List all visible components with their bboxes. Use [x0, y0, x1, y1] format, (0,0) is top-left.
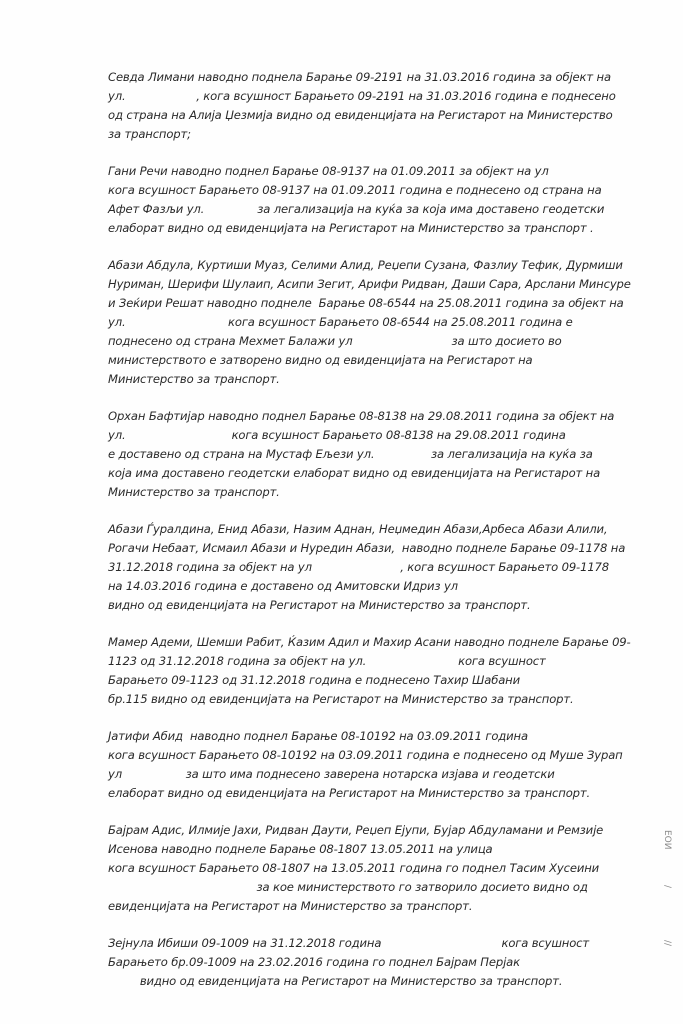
text-line: кога всушност Барањето 08-10192 на 03.09.2011 година е поднесено од Муше Зурап [108, 748, 623, 762]
paragraph [108, 727, 623, 803]
text-line: Абази Ѓуралдина, Енид Абази, Назим Аднан, Неџмедин Абази,Арбеса Абази Алили, [108, 522, 608, 536]
text-line: ул за што има поднесено заверена нотарска изјава и геодетски [108, 767, 555, 781]
document-body [108, 68, 631, 1009]
text-line: Абази Абдула, Куртиши Муаз, Селими Алид, Реџепи Сузана, Фазлиу Тефик, Дурмиши [108, 258, 623, 272]
text-line: Зејнула Ибиши 09-1009 на 31.12.2018 година кога всушност [108, 936, 590, 950]
text-line: е доставено од страна на Мустаф Ељези ул. за легализација на куќа за [108, 447, 593, 461]
text-line: 31.12.2018 година за објект на ул , кога всушност Барањето 09-1178 [108, 560, 609, 574]
text-line: Мамер Адеми, Шемши Рабит, Ќазим Адил и Махир Асани наводно поднеле Барање 09- [108, 635, 631, 649]
text-line: на 14.03.2016 година е доставено од Амитовски Идриз ул [108, 579, 458, 593]
text-line: бр.115 видно од евиденцијата на Регистарот на Министерство за транспорт. [108, 692, 574, 706]
paragraph [108, 162, 610, 238]
text-line: Министерство за транспорт. [108, 485, 280, 499]
text-line: ул. , кога всушност Барањето 09-2191 на 31.03.2016 година е поднесено [108, 89, 616, 103]
scan-margin-marks [662, 830, 676, 980]
text-line: кога всушност Барањето 08-9137 на 01.09.2011 година е поднесено од страна на [108, 183, 602, 197]
text-line: видно од евиденцијата на Регистарот на Министерство за транспорт. [108, 598, 531, 612]
text-line: ул. кога всушност Барањето 08-6544 на 25.08.2011 година е [108, 315, 573, 329]
text-line: Рогачи Небаат, Исмаил Абази и Нуредин Абази, наводно поднеле Барање 09-1178 на [108, 541, 626, 555]
text-line: Афет Фазљи ул. за легализација на куќа за која има доставено геодетски [108, 202, 605, 216]
text-line: 1123 од 31.12.2018 година за објект на ул. кога всушност [108, 654, 546, 668]
text-line: Орхан Бафтијар наводно поднел Барање 08-8138 на 29.08.2011 година за објект на [108, 409, 615, 423]
text-line: и Зеќири Решат наводно поднеле Барање 08-6544 на 25.08.2011 година за објект на [108, 296, 624, 310]
text-line: Исенова наводно поднеле Барање 08-1807 13.05.2011 на улица [108, 842, 493, 856]
paragraph [108, 256, 631, 389]
text-line: евиденцијата на Регистарот на Министерство за транспорт. [108, 899, 473, 913]
paragraph [108, 934, 610, 991]
text-line: Бајрам Адис, Илмије Јахи, Ридван Даути, Реџеп Ејупи, Бујар Абдуламани и Ремзије [108, 823, 604, 837]
scan-mark: / [662, 885, 672, 889]
text-line: за кое министерството го затворило досието видно од [108, 880, 588, 894]
scan-mark: // [662, 940, 672, 947]
paragraph [108, 407, 615, 502]
text-line: поднесено од страна Мехмет Балажи ул за што досието во [108, 334, 562, 348]
text-line: кога всушност Барањето 08-1807 на 13.05.2011 година го поднел Тасим Хусеини [108, 861, 600, 875]
text-line: ул. кога всушност Барањето 08-8138 на 29.08.2011 година [108, 428, 566, 442]
text-line: Барањето бр.09-1009 на 23.02.2016 година го поднел Бајрам Перјак [108, 955, 520, 969]
scan-mark: ЕОИ [662, 830, 672, 850]
text-line: министерството е затворено видно од евиденцијата на Регистарот на [108, 353, 533, 367]
text-line: од страна на Алија Џезмија видно од евиденцијата на Регистарот на Министерство [108, 108, 613, 122]
text-line: Министерство за транспорт. [108, 372, 280, 386]
text-line: Јатифи Абид наводно поднел Барање 08-10192 на 03.09.2011 година [108, 729, 528, 743]
text-line: за транспорт; [108, 127, 191, 141]
paragraph [108, 821, 610, 916]
text-line: Севда Лимани наводно поднела Барање 09-2191 на 31.03.2016 година за објект на [108, 70, 611, 84]
paragraph [108, 633, 631, 709]
text-line: елаборат видно од евиденцијата на Регистарот на Министерство за транспорт. [108, 786, 590, 800]
text-line: Барањето 09-1123 од 31.12.2018 година е поднесено Тахир Шабани [108, 673, 520, 687]
text-line: Гани Речи наводно поднел Барање 08-9137 на 01.09.2011 за објект на ул [108, 164, 549, 178]
paragraph [108, 68, 616, 144]
text-line: Нуриман, Шерифи Шулаип, Асипи Зегит, Арифи Ридван, Даши Сара, Арслани Минсуре [108, 277, 631, 291]
text-line: видно од евиденцијата на Регистарот на Министерство за транспорт. [108, 974, 563, 988]
paragraph [108, 520, 626, 615]
text-line: елаборат видно од евиденцијата на Регистарот на Министерство за транспорт . [108, 221, 594, 235]
text-line: која има доставено геодетски елаборат видно од евиденцијата на Регистарот на [108, 466, 601, 480]
